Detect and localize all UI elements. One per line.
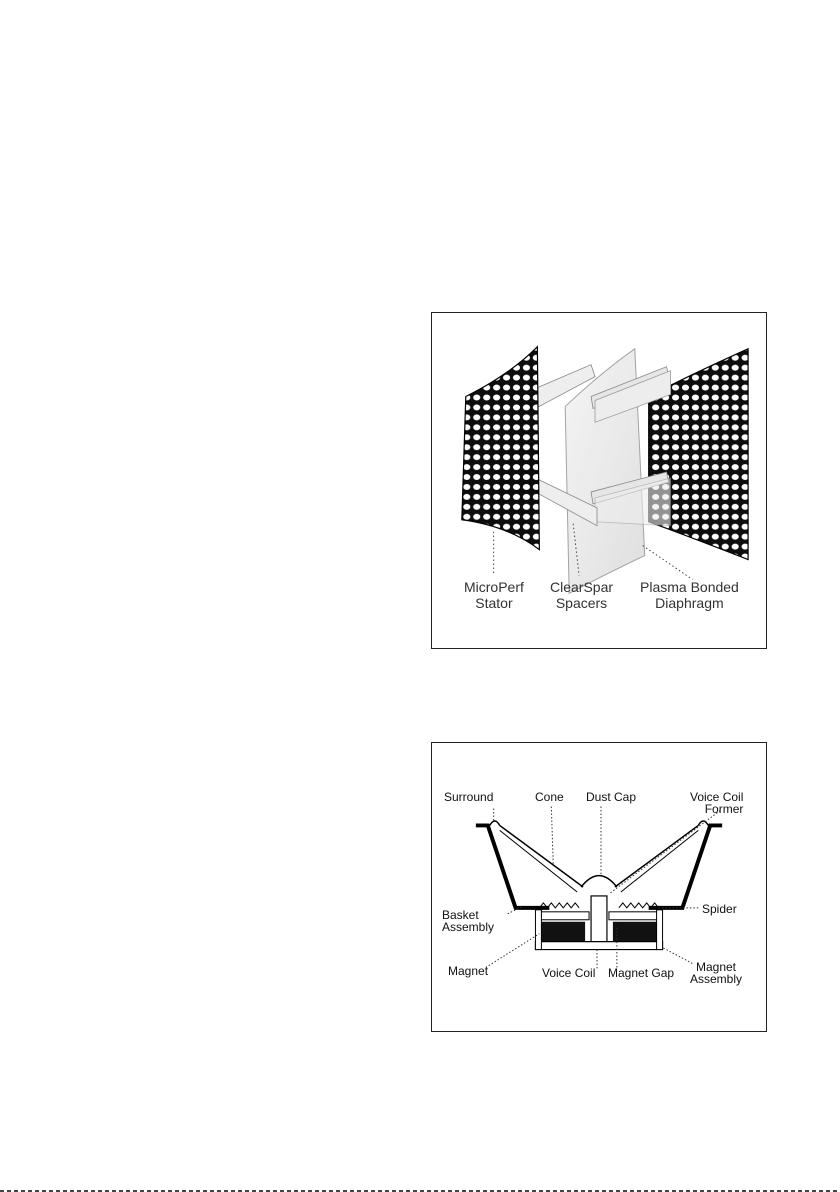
label-dust-cap: Dust Cap bbox=[586, 790, 637, 804]
label-spider: Spider bbox=[702, 902, 737, 916]
cone-right bbox=[615, 825, 698, 887]
magnet-assembly bbox=[535, 942, 662, 950]
label-magnet-assembly: Magnet Assembly bbox=[690, 960, 743, 986]
label-magnet-gap: Magnet Gap bbox=[608, 966, 675, 980]
cone-left bbox=[500, 825, 583, 887]
electrostatic-panel-diagram bbox=[431, 312, 767, 649]
label-magnet: Magnet bbox=[448, 964, 489, 978]
label-surround: Surround bbox=[444, 790, 494, 804]
magnet-right bbox=[613, 922, 661, 942]
stator-left bbox=[462, 347, 540, 550]
driver-cross-section bbox=[432, 743, 766, 1031]
label-plasma-bonded-diaphragm: Plasma Bonded Diaphragm bbox=[640, 579, 739, 611]
basket-right bbox=[649, 825, 722, 907]
dust-cap bbox=[581, 876, 617, 887]
label-clearspar-spacers: ClearSpar Spacers bbox=[550, 579, 614, 611]
label-voice-coil: Voice Coil bbox=[542, 966, 596, 980]
dynamic-driver-diagram bbox=[431, 742, 767, 1032]
label-voice-coil-former: Voice Coil Former bbox=[690, 790, 744, 816]
voice-coil-former bbox=[591, 896, 607, 942]
magnet-left bbox=[537, 922, 585, 942]
basket bbox=[476, 825, 549, 907]
label-cone: Cone bbox=[535, 790, 564, 804]
label-microperf-stator: MicroPerf Stator bbox=[464, 579, 524, 611]
label-basket-assembly: Basket Assembly bbox=[442, 908, 495, 934]
